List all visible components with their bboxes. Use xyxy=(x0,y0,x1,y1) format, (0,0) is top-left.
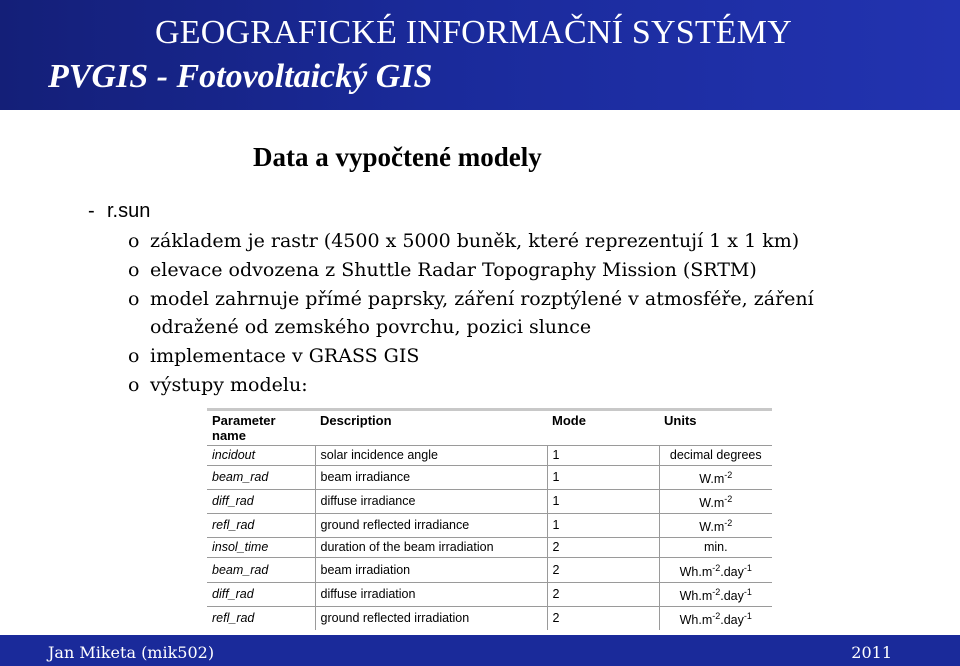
mode-value: 1 xyxy=(552,518,560,533)
bullet-marker: o xyxy=(128,230,140,252)
cell-description: ground reflected irradiation xyxy=(315,606,547,630)
cell-units xyxy=(659,446,772,466)
list-topic: r.sun xyxy=(107,200,151,222)
table-row xyxy=(207,490,772,514)
cell-mode xyxy=(547,466,659,490)
cell-mode xyxy=(547,446,659,466)
cell-parameter: diff_rad xyxy=(207,490,315,514)
table-row xyxy=(207,558,772,582)
header-parameter: Parameter name xyxy=(212,413,276,443)
cell-units xyxy=(659,514,772,538)
bullet-marker: o xyxy=(128,288,140,310)
table-row xyxy=(207,446,772,466)
units-value: $Wh.m^{-2}.day^{-1}$ xyxy=(679,610,752,627)
mode-value: 1 xyxy=(552,494,560,509)
slide-footer xyxy=(0,635,960,666)
cell-parameter: beam_rad xyxy=(207,558,315,582)
table-row xyxy=(207,514,772,538)
list-item: elevace odvozena z Shuttle Radar Topography Mission (SRTM) xyxy=(150,259,757,281)
cell-description: ground reflected irradiance xyxy=(315,514,547,538)
header-mode: Mode xyxy=(552,413,586,428)
cell-units xyxy=(659,558,772,582)
cell-mode xyxy=(547,558,659,582)
units-value: $W.m^{-2}$ xyxy=(699,518,733,535)
cell-units xyxy=(659,466,772,490)
units-value: $Wh.m^{-2}.day^{-1}$ xyxy=(679,562,752,579)
section-title: Data a vypočtené modely xyxy=(253,142,542,172)
list-item: implementace v GRASS GIS xyxy=(150,345,420,367)
mode-value: 2 xyxy=(552,586,560,601)
list-item-continuation: odražené od zemského povrchu, pozici slunce xyxy=(150,316,592,338)
cell-description: solar incidence angle xyxy=(315,446,547,466)
model-outputs-table xyxy=(207,408,772,627)
footer-author: Jan Miketa (mik502) xyxy=(48,643,215,662)
cell-description: diffuse irradiation xyxy=(315,582,547,606)
table-header-row xyxy=(207,411,772,446)
header-description: Description xyxy=(320,413,392,428)
bullet-marker: o xyxy=(128,345,140,367)
list-item: model zahrnuje přímé paprsky, záření rozptýlené v atmosféře, záření xyxy=(150,288,814,310)
cell-description: duration of the beam irradiation xyxy=(315,538,547,558)
cell-description: beam irradiance xyxy=(315,466,547,490)
cell-parameter: diff_rad xyxy=(207,582,315,606)
units-value: $Wh.m^{-2}.day^{-1}$ xyxy=(679,586,752,603)
cell-units xyxy=(659,538,772,558)
list-dash: - xyxy=(88,200,95,222)
cell-parameter: beam_rad xyxy=(207,466,315,490)
cell-description: diffuse irradiance xyxy=(315,490,547,514)
list-item: základem je rastr (4500 x 5000 buněk, které reprezentují 1 x 1 km) xyxy=(150,230,800,252)
cell-units xyxy=(659,582,772,606)
cell-description: beam irradiation xyxy=(315,558,547,582)
slide-header xyxy=(0,0,960,110)
table-row xyxy=(207,606,772,630)
cell-units xyxy=(659,606,772,630)
units-value: $W.m^{-2}$ xyxy=(699,494,733,511)
table-row xyxy=(207,582,772,606)
cell-mode xyxy=(547,538,659,558)
bullet-marker: o xyxy=(128,374,140,396)
units-value: decimal degrees xyxy=(669,448,762,462)
cell-units xyxy=(659,490,772,514)
mode-value: 1 xyxy=(552,448,560,462)
footer-year: 2011 xyxy=(851,643,892,662)
cell-mode xyxy=(547,582,659,606)
mode-value: 2 xyxy=(552,540,560,555)
cell-mode xyxy=(547,606,659,630)
table-row xyxy=(207,466,772,490)
slide-title: GEOGRAFICKÉ INFORMAČNÍ SYSTÉMY xyxy=(155,14,792,51)
mode-value: 1 xyxy=(552,470,560,485)
cell-parameter: incidout xyxy=(207,446,315,466)
list-item: výstupy modelu: xyxy=(150,374,308,396)
units-value: $W.m^{-2}$ xyxy=(699,470,733,487)
slide-subtitle: PVGIS - Fotovoltaický GIS xyxy=(48,58,433,95)
cell-mode xyxy=(547,490,659,514)
table-row xyxy=(207,538,772,558)
cell-parameter: insol_time xyxy=(207,538,315,558)
mode-value: 2 xyxy=(552,562,560,577)
cell-parameter: refl_rad xyxy=(207,514,315,538)
header-units: Units xyxy=(664,413,697,428)
cell-mode xyxy=(547,514,659,538)
mode-value: 2 xyxy=(552,610,560,625)
bullet-marker: o xyxy=(128,259,140,281)
units-value: min. xyxy=(703,540,728,555)
cell-parameter: refl_rad xyxy=(207,606,315,630)
